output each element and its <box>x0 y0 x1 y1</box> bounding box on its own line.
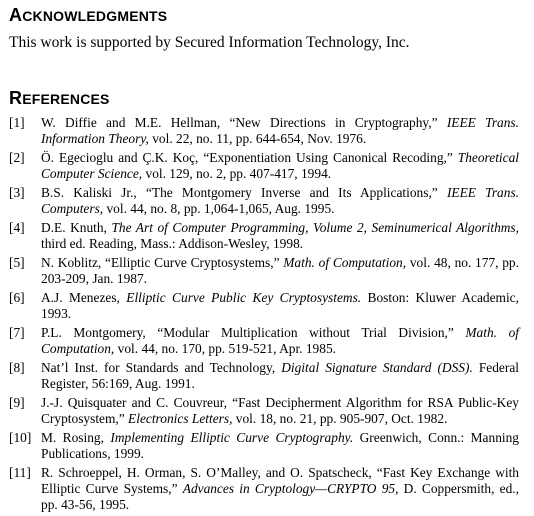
reference-item <box>9 430 525 462</box>
reference-text <box>41 430 525 462</box>
reference-segment: B.S. Kaliski Jr., “The Montgomery Inverse and Its Applications,” <box>41 185 447 200</box>
reference-text <box>41 360 525 392</box>
acknowledgments-heading-rest: CKNOWLEDGMENTS <box>22 8 168 24</box>
reference-italic-segment: Math. of Computation, <box>41 325 519 356</box>
references-heading-rest: EFERENCES <box>22 91 110 107</box>
reference-text <box>41 395 525 427</box>
reference-number: [4] <box>9 220 25 235</box>
reference-segment: D. Coppersmith, ed., pp. 43-56, 1995. <box>41 481 519 512</box>
reference-number: [11] <box>9 465 31 480</box>
reference-italic-segment: Elliptic Curve Public Key Cryptosystems. <box>126 290 362 305</box>
acknowledgments-text: This work is supported by Secured Information Technology, Inc. <box>9 34 410 51</box>
reference-segment: third ed. Reading, Mass.: Addison-Wesley, 1998. <box>41 236 304 251</box>
reference-number: [7] <box>9 325 25 340</box>
reference-item <box>9 150 525 182</box>
reference-italic-segment: Digital Signature Standard (DSS). <box>281 360 473 375</box>
reference-number: [1] <box>9 115 25 130</box>
reference-segment: vol. 44, no. 170, pp. 519-521, Apr. 1985. <box>114 341 336 356</box>
reference-number: [5] <box>9 255 25 270</box>
acknowledgments-heading-initial: A <box>9 5 23 25</box>
reference-item <box>9 185 525 217</box>
reference-segment: W. Diffie and M.E. Hellman, “New Directions in Cryptography,” <box>41 115 447 130</box>
reference-item <box>9 325 525 357</box>
reference-italic-segment: IEEE Trans. Computers, <box>41 185 519 216</box>
reference-text <box>41 325 525 357</box>
reference-segment: J.-J. Quisquater and C. Couvreur, “Fast Decipherment Algorithm for RSA Public-Key Cryptosystem,” <box>41 395 519 426</box>
reference-item <box>9 115 525 147</box>
reference-text <box>41 115 525 147</box>
reference-segment: Boston: Kluwer Academic, 1993. <box>41 290 519 321</box>
acknowledgments-heading <box>9 4 167 27</box>
reference-item <box>9 220 525 252</box>
reference-item <box>9 255 525 287</box>
reference-number: [8] <box>9 360 25 375</box>
reference-italic-segment: Advances in Cryptology—CRYPTO 95, <box>182 481 399 496</box>
reference-italic-segment: Math. of Computation, <box>283 255 407 270</box>
reference-segment: vol. 22, no. 11, pp. 644-654, Nov. 1976. <box>148 131 367 146</box>
reference-segment: Federal Register, 56:169, Aug. 1991. <box>41 360 519 391</box>
reference-number: [2] <box>9 150 25 165</box>
reference-italic-segment: Theoretical Computer Science, <box>41 150 519 181</box>
reference-segment: Greenwich, Conn.: Manning Publications, 1999. <box>41 430 520 461</box>
references-heading-initial: R <box>9 88 23 108</box>
reference-number: [10] <box>9 430 32 445</box>
reference-segment: N. Koblitz, “Elliptic Curve Cryptosystems,” <box>41 255 284 270</box>
reference-segment: Ö. Egecioglu and Ç.K. Koç, “Exponentiation Using Canonical Recoding,” <box>41 150 458 165</box>
reference-text <box>41 220 525 252</box>
reference-italic-segment: Implementing Elliptic Curve Cryptography. <box>110 430 354 445</box>
reference-number: [6] <box>9 290 25 305</box>
references-heading <box>9 87 110 110</box>
reference-item <box>9 465 525 513</box>
reference-segment: P.L. Montgomery, “Modular Multiplication without Trial Division,” <box>41 325 466 340</box>
reference-segment: R. Schroeppel, H. Orman, S. O’Malley, and O. Spatscheck, “Fast Key Exchange with Elliptic Curve Systems,” <box>41 465 519 496</box>
reference-item <box>9 360 525 392</box>
reference-italic-segment: The Art of Computer Programming, Volume 2, Seminumerical Algorithms, <box>111 220 519 235</box>
reference-number: [3] <box>9 185 25 200</box>
reference-italic-segment: IEEE Trans. Information Theory, <box>41 115 519 146</box>
reference-text <box>41 255 525 287</box>
reference-number: [9] <box>9 395 25 410</box>
reference-text <box>41 185 525 217</box>
reference-segment: A.J. Menezes, <box>41 290 127 305</box>
reference-text <box>41 290 525 322</box>
reference-list <box>9 115 525 516</box>
reference-item <box>9 395 525 427</box>
reference-text <box>41 150 525 182</box>
reference-text <box>41 465 525 513</box>
reference-segment: vol. 48, no. 177, pp. 203-209, Jan. 1987. <box>41 255 519 286</box>
reference-segment: vol. 44, no. 8, pp. 1,064-1,065, Aug. 1995. <box>103 201 335 216</box>
reference-italic-segment: Electronics Letters, <box>128 411 233 426</box>
reference-segment: vol. 18, no. 21, pp. 905-907, Oct. 1982. <box>232 411 448 426</box>
reference-segment: M. Rosing, <box>41 430 111 445</box>
reference-item <box>9 290 525 322</box>
reference-segment: D.E. Knuth, <box>41 220 112 235</box>
reference-segment: vol. 129, no. 2, pp. 407-417, 1994. <box>142 166 332 181</box>
reference-segment: Nat’l Inst. for Standards and Technology, <box>41 360 282 375</box>
